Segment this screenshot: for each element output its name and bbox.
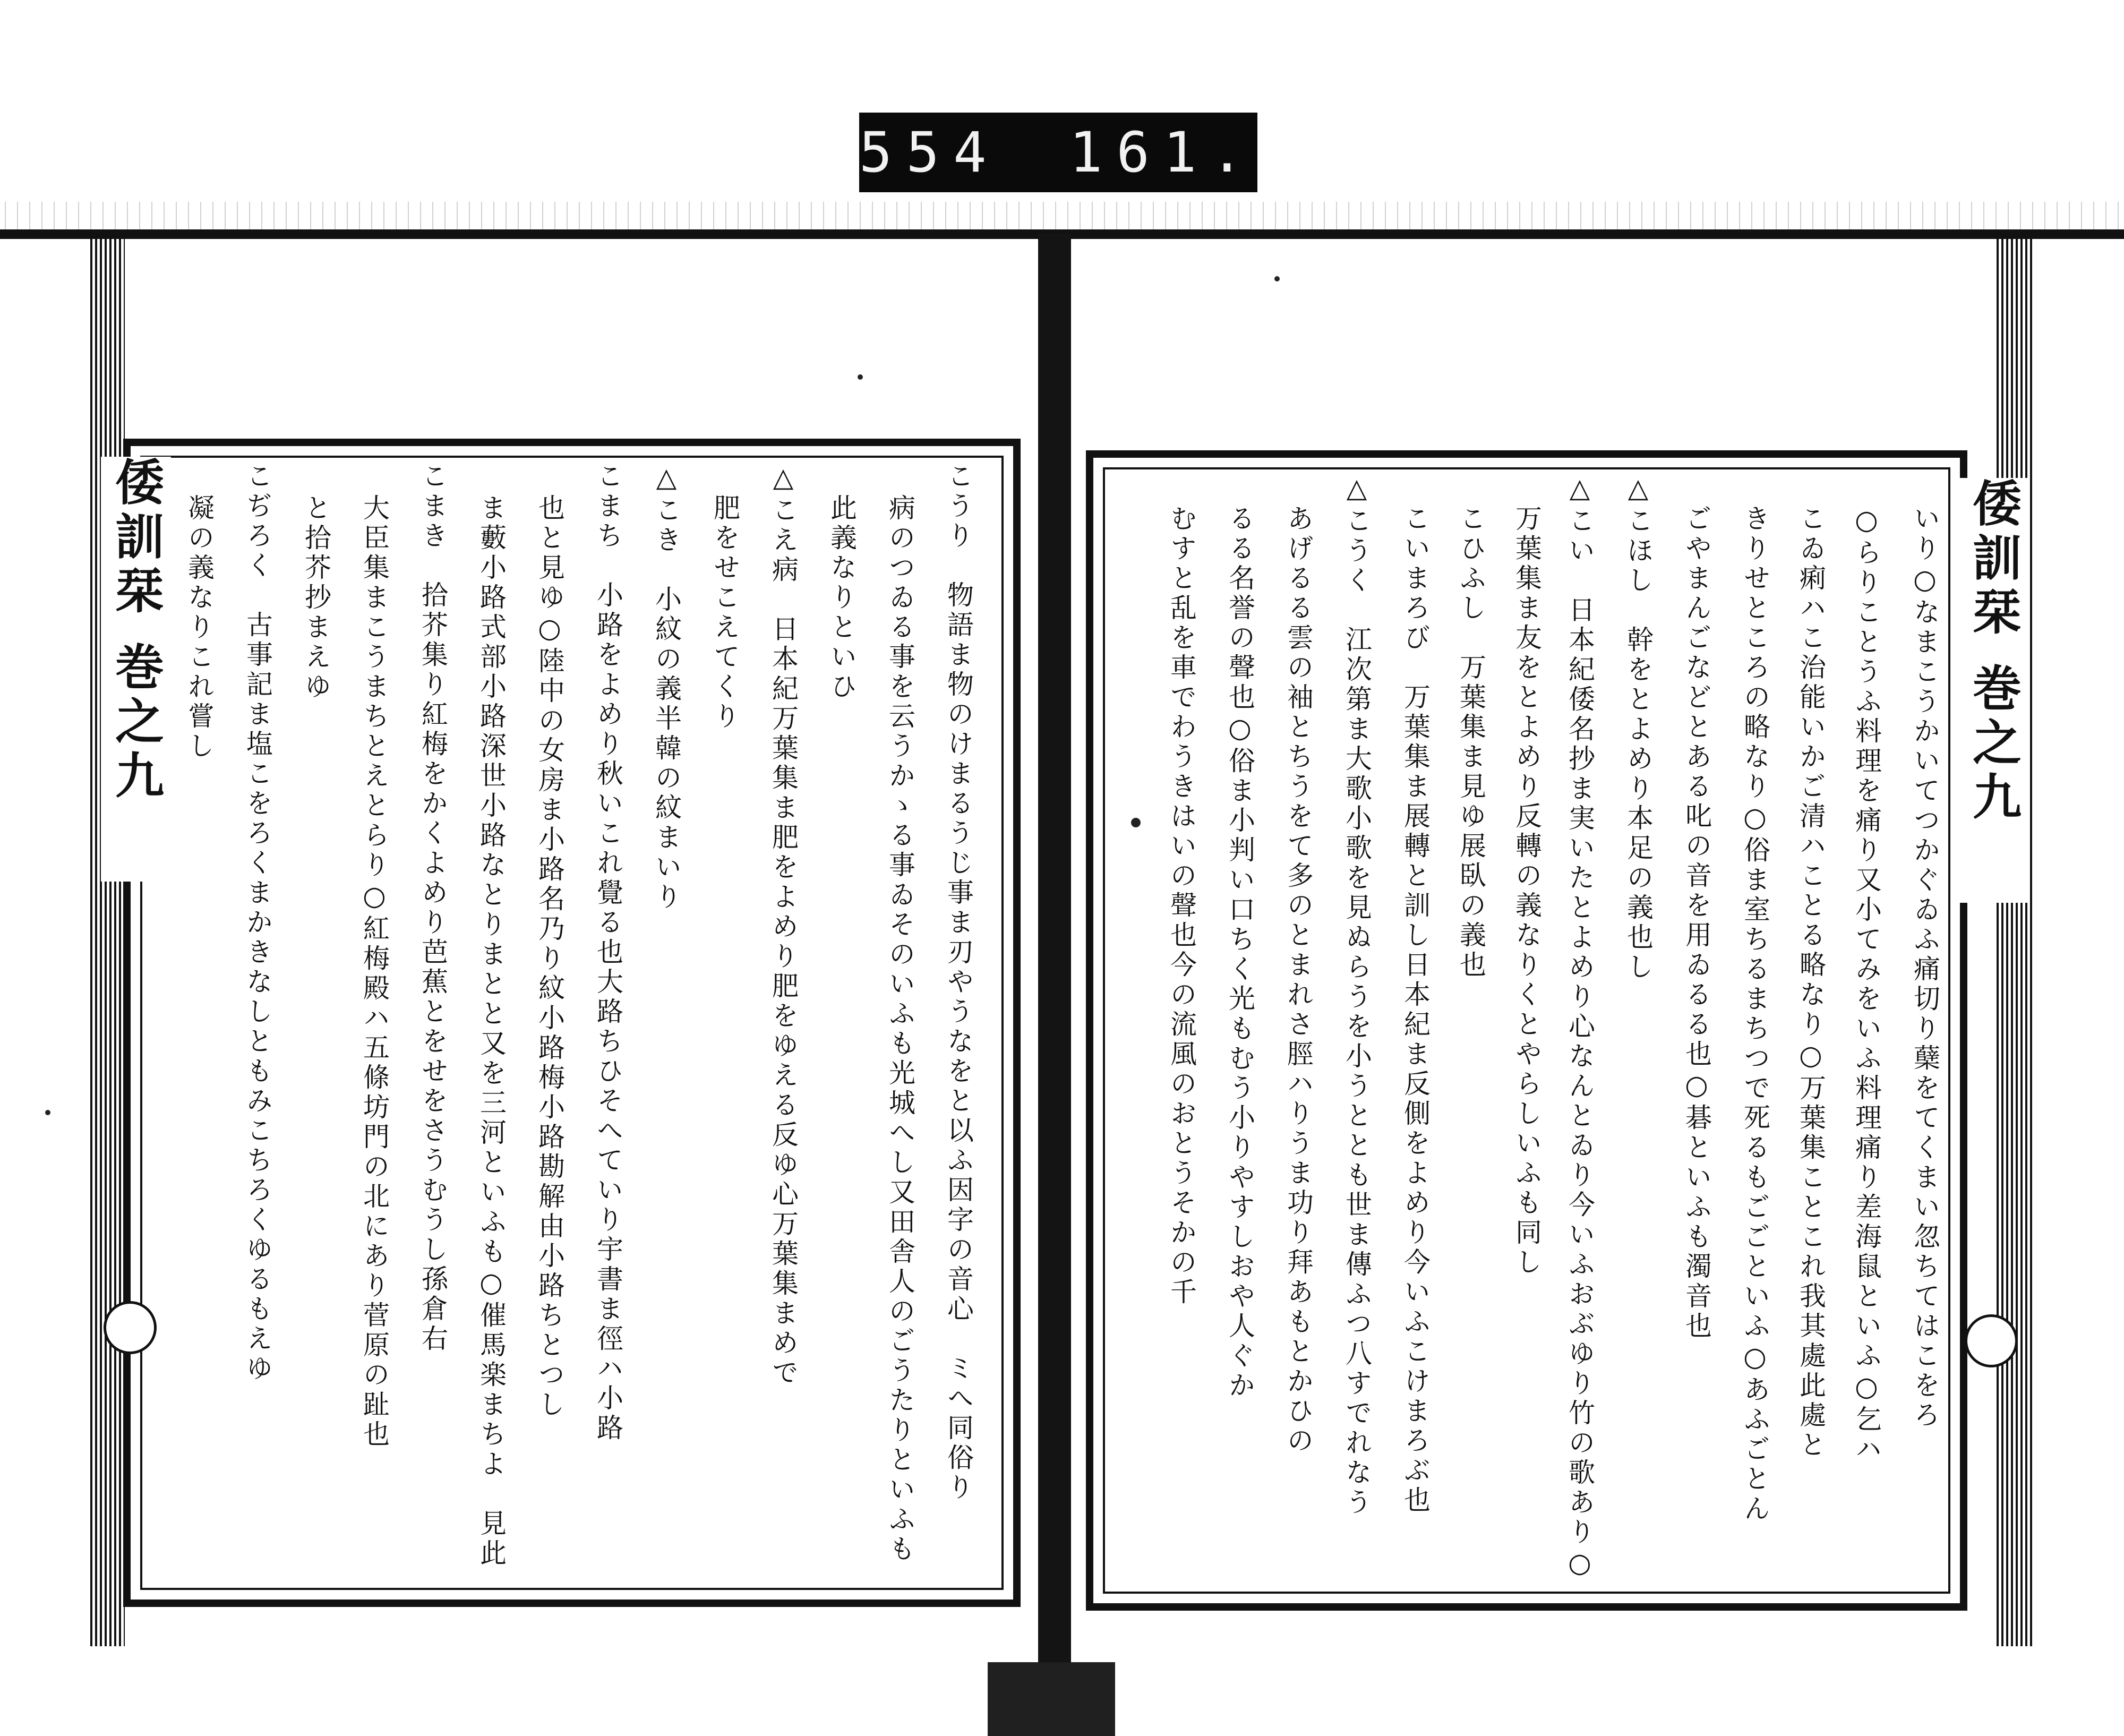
left-text-col-1: こうり 物語ま物のけまるうじ事ま刃やうなをと以ふ因字の音心 ミへ同俗り (943, 462, 974, 1503)
right-running-head: 倭訓栞 巻之九 (1958, 478, 2028, 903)
ruler-speckle (0, 202, 2124, 229)
ink-speck (1274, 276, 1280, 281)
left-text-col-12: と拾芥抄まえゆ (301, 494, 331, 702)
left-text-col-7: こまち 小路をよめり秋いこれ覺る也大路ちひそへていり宇書ま徑ハ小路 (593, 462, 623, 1443)
right-text-col-4: きりせところの略なり○俗ま室ちるまちつで死るもごごといふ○あふごとん (1740, 504, 1770, 1524)
right-text-col-14: むすと乱を車でわうきはいの聲也今の流風のおとうそかの千 (1166, 504, 1197, 1307)
right-ornament-circle (1965, 1314, 2018, 1367)
scan-id-label (859, 113, 1257, 192)
spine-foot (988, 1662, 1115, 1736)
right-text-col-1: いり○なまこうかいてつかぐゐふ痛切り蘖をてくまい忽ちてはこをろ (1909, 504, 1940, 1431)
ink-speck (858, 374, 863, 380)
left-text-col-4: △こえ病 日本紀万葉集ま肥をよめり肥をゆえる反ゆ心万葉集まめで (768, 462, 799, 1388)
left-text-col-14: 凝の義なりこれ嘗し (184, 494, 215, 762)
right-text-col-12: あげるる雲の袖とちうをて多のとまれさ脛ハりうま功り拜あもとかひの (1283, 504, 1314, 1456)
right-page-edges (1997, 239, 2034, 1646)
right-text-col-5: ごやまんごなどとある叱の音を用ゐるる也○碁といふも濁音也 (1681, 504, 1712, 1341)
left-page-edges (90, 239, 127, 1646)
left-ornament-circle (104, 1301, 157, 1354)
right-text-col-8: 万葉集ま友をとよめり反轉の義なりくとやらしいふも同し (1511, 504, 1542, 1278)
left-text-col-11: 大臣集まこうまちとえとらり○紅梅殿ハ五條坊門の北にあり菅原の趾也 (359, 494, 390, 1450)
scan-id-right: 161. (1069, 120, 1258, 185)
left-text-col-2: 病のつゐる事を云うかゝる事ゐそのいふも光城へし又田舎人のごうたりといふも (885, 494, 915, 1564)
scan-id-left: 554 (859, 120, 1000, 185)
right-text-col-3: こゐ痢ハこ治能いかご清ハことる略なり○万葉集ことこれ我其處此處と (1795, 504, 1826, 1460)
right-text-col-13: るる名誉の聲也○俗ま小判い口ちく光もむう小りやすしおや人ぐか (1224, 504, 1255, 1401)
right-text-col-7: △こい 日本紀倭名抄ま実いたとよめり心なんとゐり今いふおぶゆり竹の歌あり○ (1564, 473, 1595, 1581)
left-running-head: 倭訓栞 巻之九 (101, 457, 171, 882)
right-text-col-6: △こほし 幹をとよめり本足の義也し (1623, 473, 1654, 982)
left-text-col-3: 此義なりといひ (826, 494, 857, 702)
left-text-col-6: △こき 小紋の義半韓の紋まいり (651, 462, 682, 912)
book-gutter (1038, 234, 1071, 1736)
right-text-col-9: こひふし 万葉集ま見ゆ展臥の義也 (1455, 504, 1486, 980)
left-text-col-9: ま藪小路式部小路深世小路なとりまとと又を三河といふも○催馬楽まちよ 見此 (476, 494, 507, 1569)
ink-speck (1131, 818, 1141, 827)
left-text-col-10: こまき 拾芥集り紅梅をかくよめり芭蕉とをせをさうむうし孫倉右 (417, 462, 448, 1354)
ink-speck (45, 1110, 50, 1115)
left-text-col-5: 肥をせこえてくり (709, 494, 740, 732)
left-text-col-13: こぢろく 古事記ま塩こをろくまかきなしともみこちろくゆるもえゆ (242, 462, 273, 1384)
right-text-col-11: △こうく 江次第ま大歌小歌を見ぬらうを小うととも世ま傳ふつ八すでれなう (1341, 473, 1372, 1518)
left-text-col-8: 也と見ゆ○陸中の女房ま小路名乃り紋小路梅小路勘解由小路ちとつし (534, 494, 565, 1420)
right-text-col-2: ○らりことうふ料理を痛り又小てみをいふ料理痛り差海鼠といふ○乞ハ (1851, 504, 1882, 1465)
right-text-col-10: こいまろび 万葉集ま展轉と訓し日本紀ま反側をよめり今いふこけまろぶ也 (1400, 504, 1431, 1516)
